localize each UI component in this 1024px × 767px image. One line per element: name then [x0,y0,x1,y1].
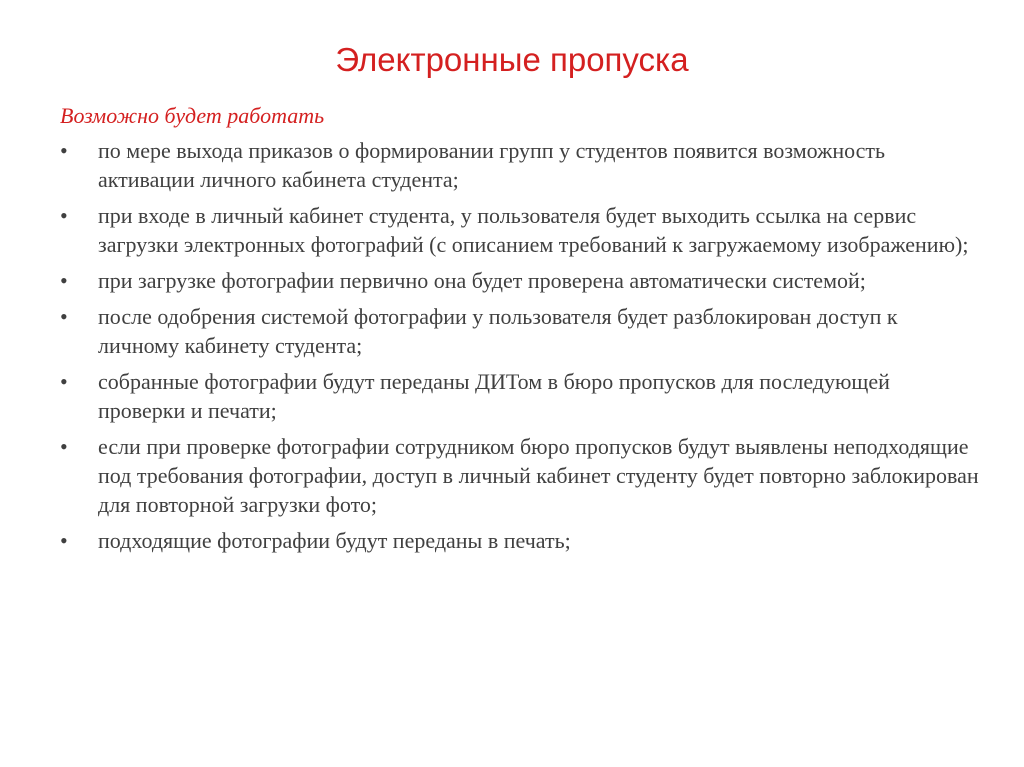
bullet-dot-icon: • [60,203,68,228]
slide-title: Электронные пропуска [335,41,689,78]
bullet-text: собранные фотографии будут переданы ДИТом в бюро пропусков для последующей проверки и печати; [98,369,890,423]
bullet-item [60,367,980,425]
bullet-dot-icon: • [60,268,68,293]
bullet-item [60,201,980,259]
bullet-text: подходящие фотографии будут переданы в печать; [98,528,571,553]
bullet-item [60,526,980,555]
bullet-item [60,136,980,194]
bullet-dot-icon: • [60,304,68,329]
bullet-text: при входе в личный кабинет студента, у пользователя будет выходить ссылка на сервис загрузки электронных фотографий (с описанием требований к загружаемому изображению); [98,203,969,257]
bullet-text: если при проверке фотографии сотрудником бюро пропусков будут выявлены неподходящие под требования фотографии, доступ в личный кабинет студенту будет повторно заблокирован для повторной загрузки фото; [98,434,979,517]
bullet-dot-icon: • [60,434,68,459]
bullet-dot-icon: • [60,138,68,163]
bullet-text: по мере выхода приказов о формировании групп у студентов появится возможность активации личного кабинета студента; [98,138,886,192]
bullet-item [60,432,980,519]
bullet-dot-icon: • [60,528,68,553]
bullet-item [60,266,980,295]
slide-subtitle: Возможно будет работать [60,103,325,128]
bullet-dot-icon: • [60,369,68,394]
bullet-item [60,302,980,360]
bullet-text: после одобрения системой фотографии у пользователя будет разблокирован доступ к личному кабинету студента; [98,304,898,358]
bullet-list [60,136,980,562]
bullet-text: при загрузке фотографии первично она будет проверена автоматически системой; [98,268,866,293]
